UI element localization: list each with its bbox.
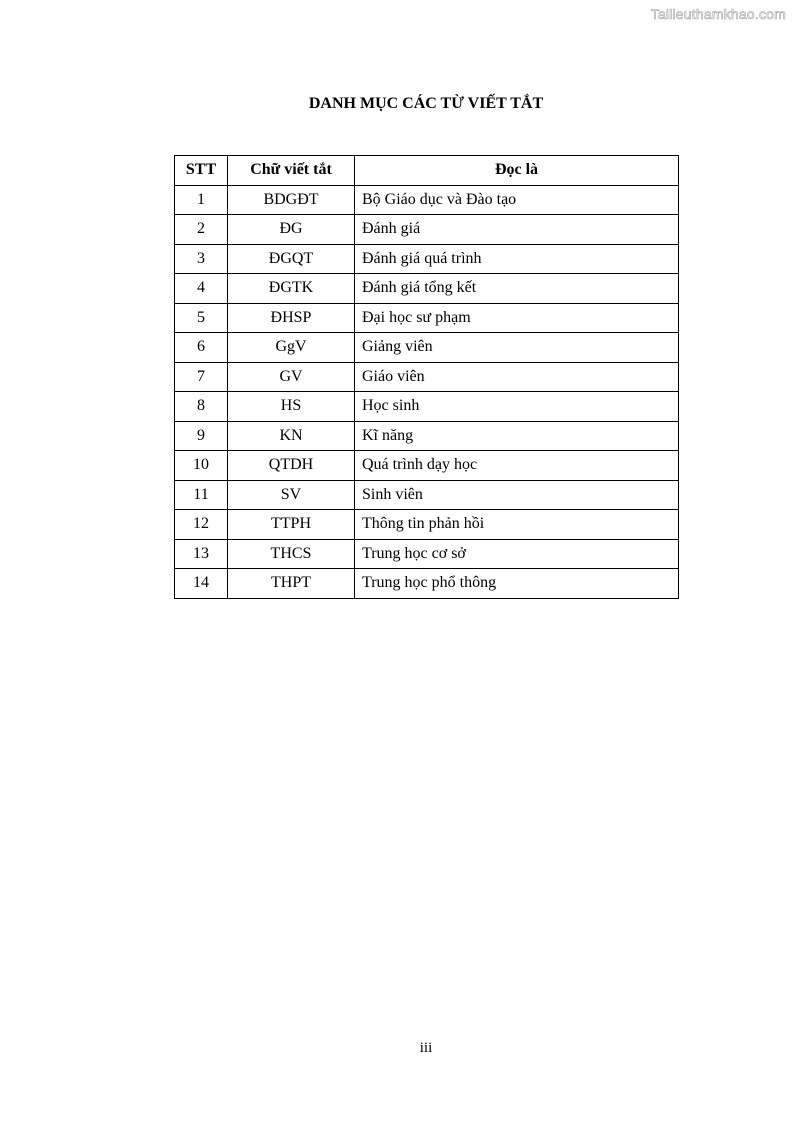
table-row (175, 215, 679, 245)
cell-stt: 1 (175, 185, 228, 215)
cell-abbreviation: TTPH (228, 510, 355, 540)
cell-abbreviation: THCS (228, 539, 355, 569)
cell-stt: 14 (175, 569, 228, 599)
page-number: iii (419, 1040, 433, 1056)
table-row (175, 362, 679, 392)
cell-abbreviation: GgV (228, 333, 355, 363)
cell-meaning: Đánh giá (355, 215, 679, 245)
cell-meaning: Đánh giá tổng kết (355, 274, 679, 304)
header-meaning: Đọc là (355, 156, 679, 186)
table-row (175, 274, 679, 304)
cell-meaning: Bộ Giáo dục và Đào tạo (355, 185, 679, 215)
header-abbreviation: Chữ viết tắt (228, 156, 355, 186)
page-title: DANH MỤC CÁC TỪ VIẾT TẮT (308, 95, 544, 112)
cell-stt: 2 (175, 215, 228, 245)
cell-stt: 9 (175, 421, 228, 451)
cell-meaning: Thông tin phản hồi (355, 510, 679, 540)
cell-meaning: Đánh giá quá trình (355, 244, 679, 274)
cell-stt: 4 (175, 274, 228, 304)
cell-stt: 6 (175, 333, 228, 363)
cell-abbreviation: ĐGTK (228, 274, 355, 304)
cell-abbreviation: BDGĐT (228, 185, 355, 215)
cell-stt: 7 (175, 362, 228, 392)
table-row (175, 303, 679, 333)
cell-meaning: Giảng viên (355, 333, 679, 363)
table-row (175, 392, 679, 422)
table-row (175, 421, 679, 451)
table-row (175, 451, 679, 481)
table-row (175, 569, 679, 599)
table-row (175, 480, 679, 510)
cell-meaning: Trung học phổ thông (355, 569, 679, 599)
table-body (175, 185, 679, 598)
cell-stt: 3 (175, 244, 228, 274)
table-row (175, 510, 679, 540)
table-row (175, 244, 679, 274)
cell-meaning: Quá trình dạy học (355, 451, 679, 481)
cell-meaning: Đại học sư phạm (355, 303, 679, 333)
cell-stt: 12 (175, 510, 228, 540)
table-header-row (175, 156, 679, 186)
cell-meaning: Học sinh (355, 392, 679, 422)
header-stt: STT (175, 156, 228, 186)
cell-abbreviation: SV (228, 480, 355, 510)
abbreviation-table (174, 155, 679, 599)
cell-stt: 5 (175, 303, 228, 333)
cell-meaning: Giáo viên (355, 362, 679, 392)
table-row (175, 185, 679, 215)
watermark-text: Tailieuthamkhao.com (650, 6, 786, 22)
cell-abbreviation: QTDH (228, 451, 355, 481)
cell-stt: 13 (175, 539, 228, 569)
table-row (175, 539, 679, 569)
cell-abbreviation: THPT (228, 569, 355, 599)
cell-abbreviation: GV (228, 362, 355, 392)
cell-meaning: Sinh viên (355, 480, 679, 510)
cell-meaning: Kĩ năng (355, 421, 679, 451)
cell-stt: 10 (175, 451, 228, 481)
cell-abbreviation: ĐGQT (228, 244, 355, 274)
cell-abbreviation: ĐHSP (228, 303, 355, 333)
cell-stt: 8 (175, 392, 228, 422)
table-row (175, 333, 679, 363)
cell-abbreviation: ĐG (228, 215, 355, 245)
cell-abbreviation: KN (228, 421, 355, 451)
cell-abbreviation: HS (228, 392, 355, 422)
cell-meaning: Trung học cơ sở (355, 539, 679, 569)
cell-stt: 11 (175, 480, 228, 510)
